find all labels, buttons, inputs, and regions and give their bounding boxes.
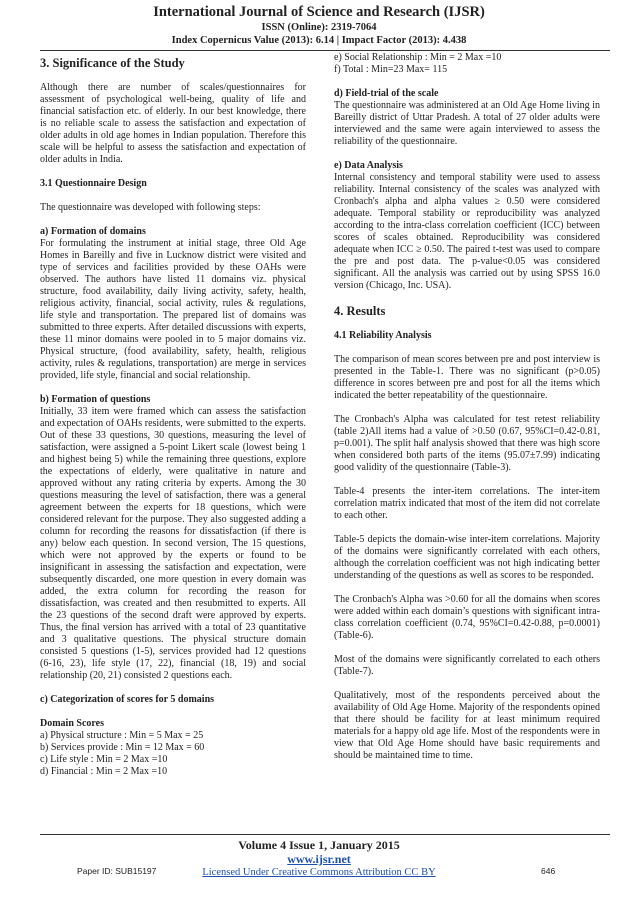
data-analysis-paragraph: Internal consistency and temporal stability were used to assess reliability. Internal consistency of the scales was analyzed with Cronbach's alpha and alpha values ≥ 0.50 were considered adequate. Temporal stability or reproducibility was analyzed according to the intra-class correlation coefficient (ICC) between scores of scales obtained. Reproducibility was considered adequate when ICC ≥ 0.50. The paired t-test was used to compare the pre and post data. The p-value<0.05 was considered significant. All the analysis was carried out by using SPSS 16.0 version (Chicago, Inc. USA). [334,172,600,291]
left-column [40,56,306,778]
results-paragraph: The Cronbach's Alpha was calculated for test retest reliability (table 2)All items had a value of >0.50 (0.67, 95%CI=0.42-0.81, p=0.001). The split half analysis showed that there was high score when considered both parts of the items (95.07±7.99) indicating good validity of the questionnaire (Table-3). [334,414,600,473]
section-3-1-paragraph: The questionnaire was developed with following steps: [40,202,261,213]
score-item: a) Physical structure : Min = 5 Max = 25 [40,730,204,741]
header-rule [40,50,610,51]
data-analysis-heading: e) Data Analysis [334,160,403,171]
domain-scores-heading: Domain Scores [40,718,104,729]
journal-title: International Journal of Science and Research (IJSR) [153,4,485,20]
score-item: b) Services provide : Min = 12 Max = 60 [40,742,205,753]
results-paragraph: Most of the domains were significantly correlated to each others (Table-7). [334,654,600,677]
reliability-heading: 4.1 Reliability Analysis [334,330,432,341]
section-3-1-heading: 3.1 Questionnaire Design [40,178,147,189]
page-header [0,4,638,47]
score-item: e) Social Relationship : Min = 2 Max =10 [334,52,502,63]
volume-info: Volume 4 Issue 1, January 2015 [238,838,400,852]
formation-domains-heading: a) Formation of domains [40,226,146,237]
results-paragraph: The Cronbach's Alpha was >0.60 for all the domains when scores were added within each domain’s questions with significant intra-class correlation coefficient (0.74, 95%CI=0.42-0.88, p=0.0001) (Table-6). [334,594,600,641]
results-paragraph: Table-5 depicts the domain-wise inter-item correlations. Majority of the domains were significantly correlated with each others, although the correlation coefficient was not high indicating better understanding of the questions as well as scores to be responded. [334,534,600,581]
results-paragraph: Table-4 presents the inter-item correlations. The inter-item correlation matrix indicated that most of the item did not correlate to each other. [334,486,600,521]
results-paragraph: The comparison of mean scores between pre and post interview is presented in the Table-1. There was no significant (p>0.05) difference in scores between pre and post for all the items which indicated the better repeatability of the questionnaire. [334,354,600,401]
right-column [334,52,600,774]
field-trial-paragraph: The questionnaire was administered at an Old Age Home living in Bareilly district of Uttar Pradesh. A total of 27 older adults were interviewed and the same were again interviewed to assess the reliability of the questionnaire. [334,100,600,147]
results-heading: 4. Results [334,304,386,318]
results-paragraph: Qualitatively, most of the respondents perceived about the availability of Old Age Home. Majority of the respondents opined that there should be facility for at least minimum required materials for a happy old age life. Most of the respondents were in view that Old Age Home should have basic requirements and should be maintained time to time. [334,690,600,761]
website-link[interactable]: www.ijsr.net [287,852,351,866]
categorization-heading: c) Categorization of scores for 5 domains [40,694,215,705]
index-line: Index Copernicus Value (2013): 6.14 | Impact Factor (2013): 4.438 [171,35,467,46]
issn-line: ISSN (Online): 2319-7064 [261,22,377,33]
formation-domains-paragraph: For formulating the instrument at initial stage, three Old Age Homes in Bareilly and five in Lucknow district were visited and type of services and facilities provided by these OAHs were observed. The authors have listed 11 domains viz. physical structure, food availability, daily living activity, safety, health, religious activity, financial, social activity, rules & regulations, life style and transportation. The prepared list of domains was submitted to three experts. After detailed discussions with experts, these 11 minor domains were pooled in to 5 major domains viz. Physical structure, (food availability, safety, health, religious activity, rules & regulations, transportation) are merge in services provided, life style, financial and social relationship. [40,238,306,381]
footer-rule [40,834,610,835]
score-item: f) Total : Min=23 Max= 115 [334,64,448,75]
formation-questions-heading: b) Formation of questions [40,394,151,405]
paper-id: Paper ID: SUB15197 [77,866,157,876]
score-item: c) Life style : Min = 2 Max =10 [40,754,168,765]
section-3-heading: 3. Significance of the Study [40,56,185,70]
page-number: 646 [541,866,556,876]
section-3-paragraph: Although there are number of scales/questionnaires for assessment of psychological well-being, quality of life and financial satisfaction etc. of elderly. In our best knowledge, there is no reliable scale to assess the satisfaction and expectation of older adults in old age homes in Indian population. Therefore this scale will be helpful to assess the satisfaction and expectation of older adults in India. [40,82,306,165]
score-item: d) Financial : Min = 2 Max =10 [40,766,168,777]
formation-questions-paragraph: Initially, 33 item were framed which can assess the satisfaction and expectation of OAHs residents, were submitted to the experts. Out of these 33 questions, 30 questions, measuring the level of satisfaction, were assigned a 5-point Likert scale (lowest being 1 and highest being 5) while the remaining three questions, explore the expectations of elderly, were qualitative in nature and approved without any rating criteria by experts. Among the 30 questions measuring the level of satisfaction, there was a general agreement between the experts for 18 questions, which were considered relevant for the purpose. They also suggested adding a column for recording the reasons for dissatisfaction (if there is any) below each question. In second version, The 15 questions, which were not approved by the experts or found to be insignificant in assessing the satisfaction and expectation, were subsequently discarded, one more question in every domain was added, the extra column for recording the reason for dissatisfaction, was created and then resubmitted to experts. All the 23 questions of the second draft were approved by experts. Thus, the final version has arrived with a total of 23 quantitative and 3 qualitative questions. The physical structure domain consisted 5 questions (1-5), services provided had 12 questions (6-16, 23), life style (17, 22), financial (18, 19) and social relationship (20, 21) consisted 2 questions each. [40,406,306,681]
field-trial-heading: d) Field-trial of the scale [334,88,439,99]
license-link[interactable]: Licensed Under Creative Commons Attribution CC BY [202,867,436,878]
